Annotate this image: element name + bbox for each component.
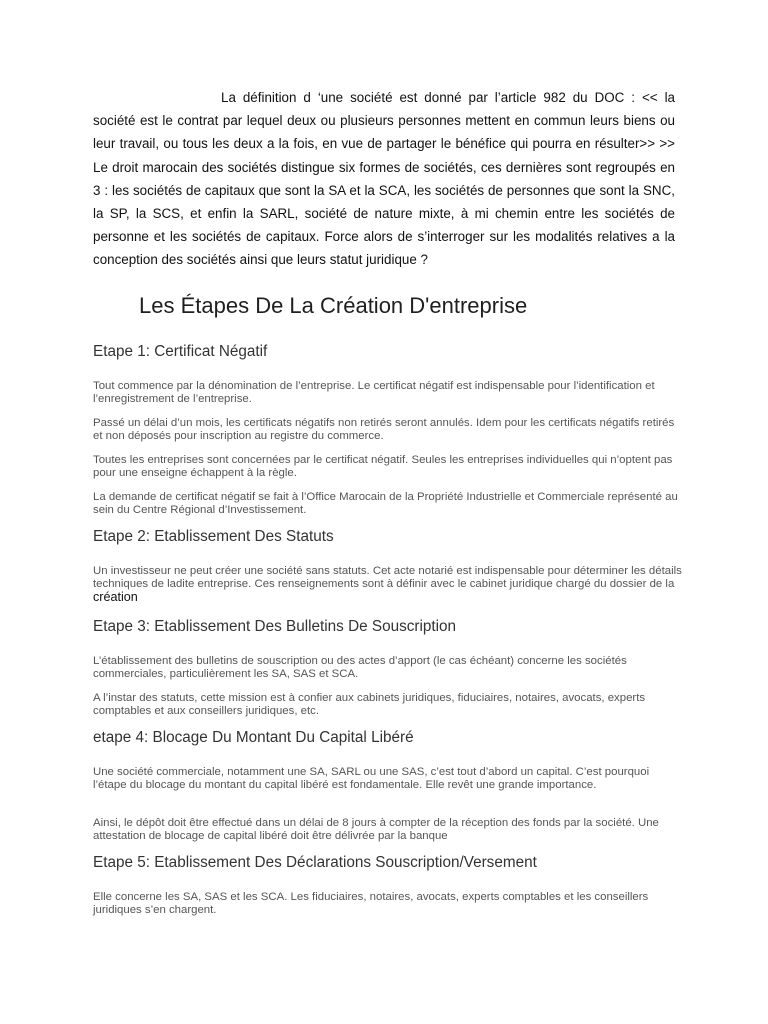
- step-1-heading: Etape 1: Certificat Négatif: [93, 343, 268, 360]
- intro-body-text: société est le contrat par lequel deux ou plusieurs personnes mettent en commun leurs biens ou leur travail, ou tous les deux a la fois, en vue de partager le bénéfice qui pourra en résulter>> >> Le droit marocain des sociétés distingue six formes de sociétés, ces dernières sont regroupés en 3 : les sociétés de capitaux que sont la SA et la SCA, les sociétés de personnes que sont la SNC, la SP, la SCS, et enfin la SARL, société de nature mixte, à mi chemin entre les sociétés de personne et les sociétés de capitaux. Force alors de s’interroger sur les modalités relatives a la conception des sociétés ainsi que leurs statut juridique ?: [93, 113, 675, 268]
- step-3-paragraph-1: L’établissement des bulletins de souscription ou des actes d’apport (le cas échéant) concerne les sociétés commerciales, particulièrement les SA, SAS et SCA.: [93, 655, 627, 681]
- intro-paragraph: [93, 86, 675, 272]
- step-3-paragraph-2: A l’instar des statuts, cette mission est à confier aux cabinets juridiques, fiduciaires, notaires, avocats, experts comptables et aux conseillers juridiques, etc.: [93, 692, 646, 718]
- page-title: Les Étapes De La Création D'entreprise: [139, 293, 528, 318]
- step-2-heading: Etape 2: Etablissement Des Statuts: [93, 528, 334, 545]
- intro-lead-text: La définition d ‘une société est donné par l’article 982 du DOC : << la: [221, 90, 675, 105]
- step-3-heading: Etape 3: Etablissement Des Bulletins De Souscription: [93, 618, 457, 635]
- step-1-paragraph-2: Passé un délai d’un mois, les certificats négatifs non retirés seront annulés. Idem pour les certificats négatifs retirés et non déposés pour inscription au registre du commerce.: [93, 417, 675, 443]
- step-2-paragraph-text: Un investisseur ne peut créer une société sans statuts. Cet acte notarié est indispensable pour déterminer les détails techniques de ladite entreprise. Ces renseignements sont à définir avec le cabinet juridique chargé du dossier de la: [93, 565, 682, 591]
- step-1-paragraph-3: Toutes les entreprises sont concernées par le certificat négatif. Seules les entreprises individuelles qui n’optent pas pour une enseigne échappent à la règle.: [93, 454, 673, 480]
- step-4-paragraph-2: Ainsi, le dépôt doit être effectué dans un délai de 8 jours à compter de la réception des fonds par la société. Une attestation de blocage de capital libéré doit être délivrée par la banque: [93, 817, 659, 843]
- step-2-paragraph-1: [93, 565, 683, 606]
- step-4-paragraph-1: Une société commerciale, notamment une SA, SARL ou une SAS, c’est tout d’abord un capital. C’est pourquoi l’étape du blocage du montant du capital libéré est fondamentale. Elle revêt une grande importance.: [93, 766, 650, 792]
- step-1-paragraph-1: Tout commence par la dénomination de l’entreprise. Le certificat négatif est indispensable pour l’identification et l’enregistrement de l’entreprise.: [93, 380, 655, 406]
- step-4-heading: etape 4: Blocage Du Montant Du Capital Libéré: [93, 729, 414, 746]
- step-5-heading: Etape 5: Etablissement Des Déclarations Souscription/Versement: [93, 854, 537, 871]
- step-5-paragraph-1: Elle concerne les SA, SAS et les SCA. Les fiduciaires, notaires, avocats, experts comptables et les conseillers juridiques s’en chargent.: [93, 891, 649, 917]
- step-2-trailing-word: création: [93, 590, 138, 605]
- step-1-paragraph-4: La demande de certificat négatif se fait à l’Office Marocain de la Propriété Industrielle et Commerciale représenté au sein du Centre Régional d’Investissement.: [93, 491, 678, 517]
